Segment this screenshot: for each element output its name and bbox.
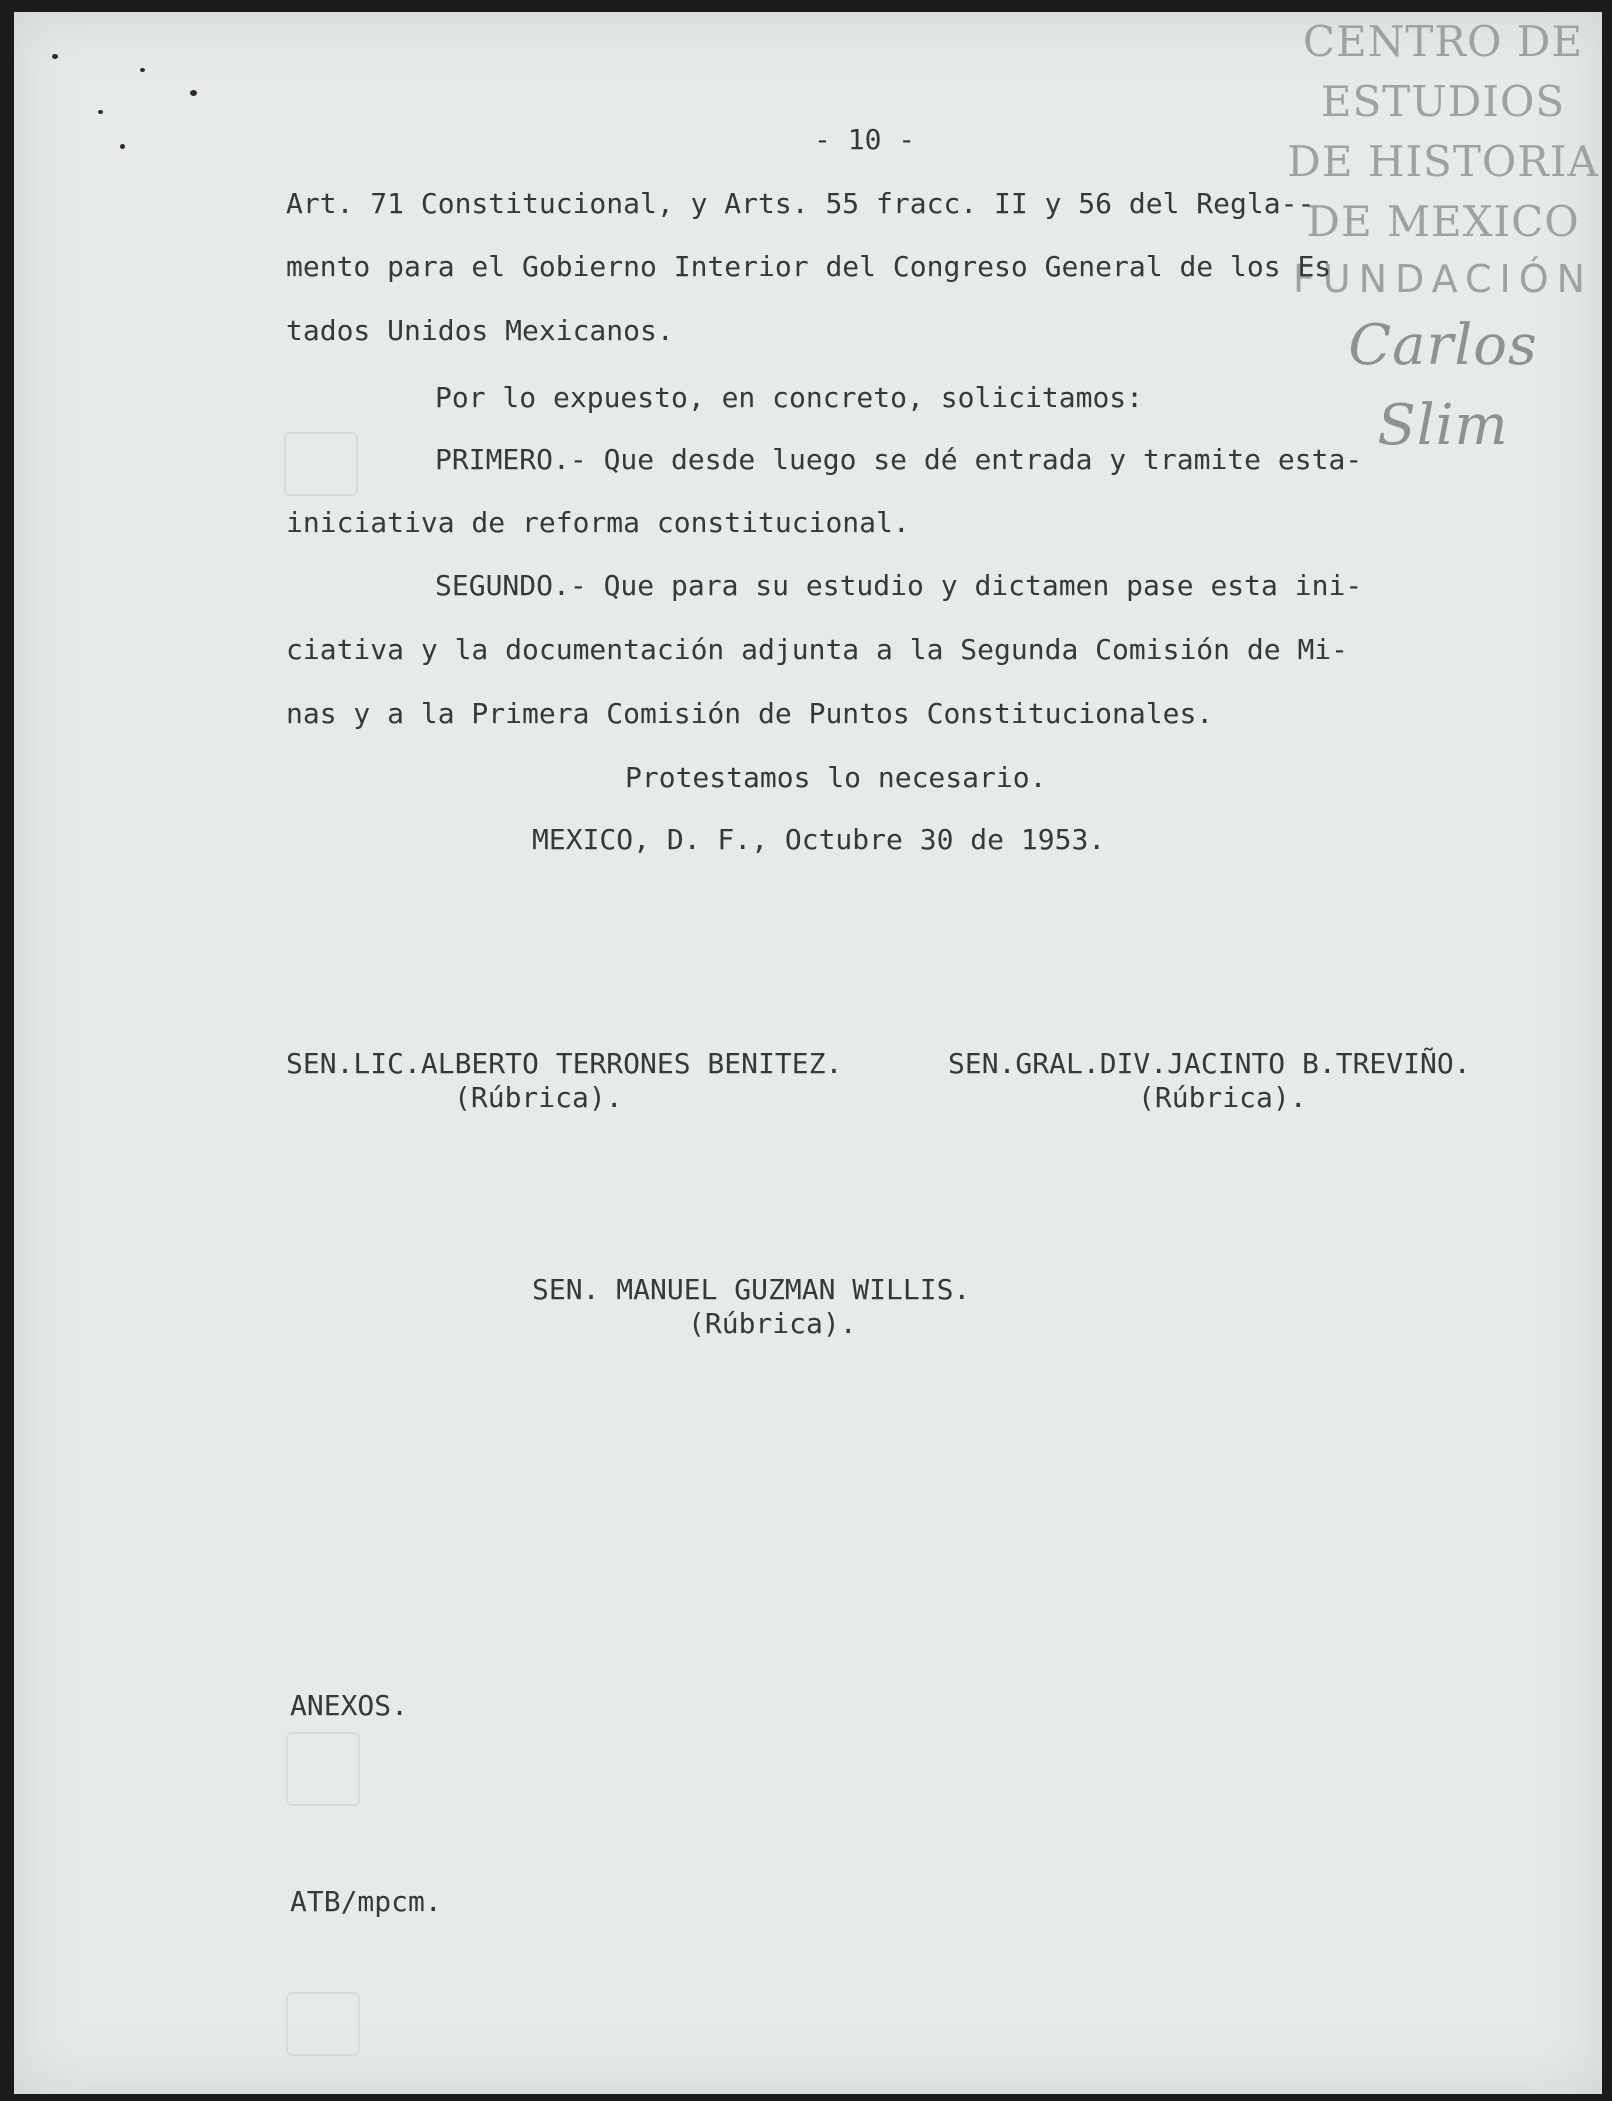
ink-speck [190, 90, 197, 96]
reference-initials: ATB/mpcm. [290, 1885, 442, 1918]
signatory-rubrica: (Rúbrica). [688, 1307, 857, 1340]
faint-stamp [286, 1732, 360, 1806]
watermark-line: DE MEXICO [1306, 197, 1580, 246]
watermark-line: DE HISTORIA [1287, 137, 1599, 186]
watermark-foundation: FUNDACIÓN [1292, 257, 1594, 301]
body-line: SEGUNDO.- Que para su estudio y dictamen pase esta ini- [435, 569, 1363, 602]
body-line: PRIMERO.- Que desde luego se dé entrada y tramite esta- [435, 443, 1363, 476]
body-line: tados Unidos Mexicanos. [286, 314, 674, 347]
body-line: iniciativa de reforma constitucional. [286, 506, 910, 539]
signatory-rubrica: (Rúbrica). [1138, 1081, 1307, 1114]
signatory-name: SEN. MANUEL GUZMAN WILLIS. [532, 1273, 971, 1306]
faint-stamp [284, 432, 358, 496]
body-line: Por lo expuesto, en concreto, solicitamos: [435, 381, 1144, 414]
archive-watermark [1284, 12, 1602, 466]
watermark-line: ESTUDIOS [1320, 77, 1566, 126]
ink-speck [140, 68, 145, 72]
ink-speck [52, 54, 58, 59]
signatory-name: SEN.LIC.ALBERTO TERRONES BENITEZ. [286, 1047, 843, 1080]
body-line: Art. 71 Constitucional, y Arts. 55 fracc. II y 56 del Regla-- [286, 187, 1315, 220]
annexes-label: ANEXOS. [290, 1689, 409, 1722]
faint-stamp [286, 1992, 360, 2056]
page-number: - 10 - [814, 123, 916, 156]
date-line: MEXICO, D. F., Octubre 30 de 1953. [532, 823, 1106, 856]
document-page [14, 12, 1602, 2094]
watermark-signature-logo: Carlos Slim [1348, 313, 1538, 458]
ink-speck [120, 144, 125, 149]
body-line: mento para el Gobierno Interior del Congreso General de los Es [286, 250, 1332, 283]
watermark-line: CENTRO DE [1302, 17, 1584, 66]
signatory-name: SEN.GRAL.DIV.JACINTO B.TREVIÑO. [948, 1047, 1471, 1080]
closing-line: Protestamos lo necesario. [625, 761, 1047, 794]
body-line: nas y a la Primera Comisión de Puntos Constitucionales. [286, 697, 1214, 730]
signatory-rubrica: (Rúbrica). [454, 1081, 623, 1114]
ink-speck [98, 110, 103, 114]
body-line: ciativa y la documentación adjunta a la Segunda Comisión de Mi- [286, 633, 1349, 666]
